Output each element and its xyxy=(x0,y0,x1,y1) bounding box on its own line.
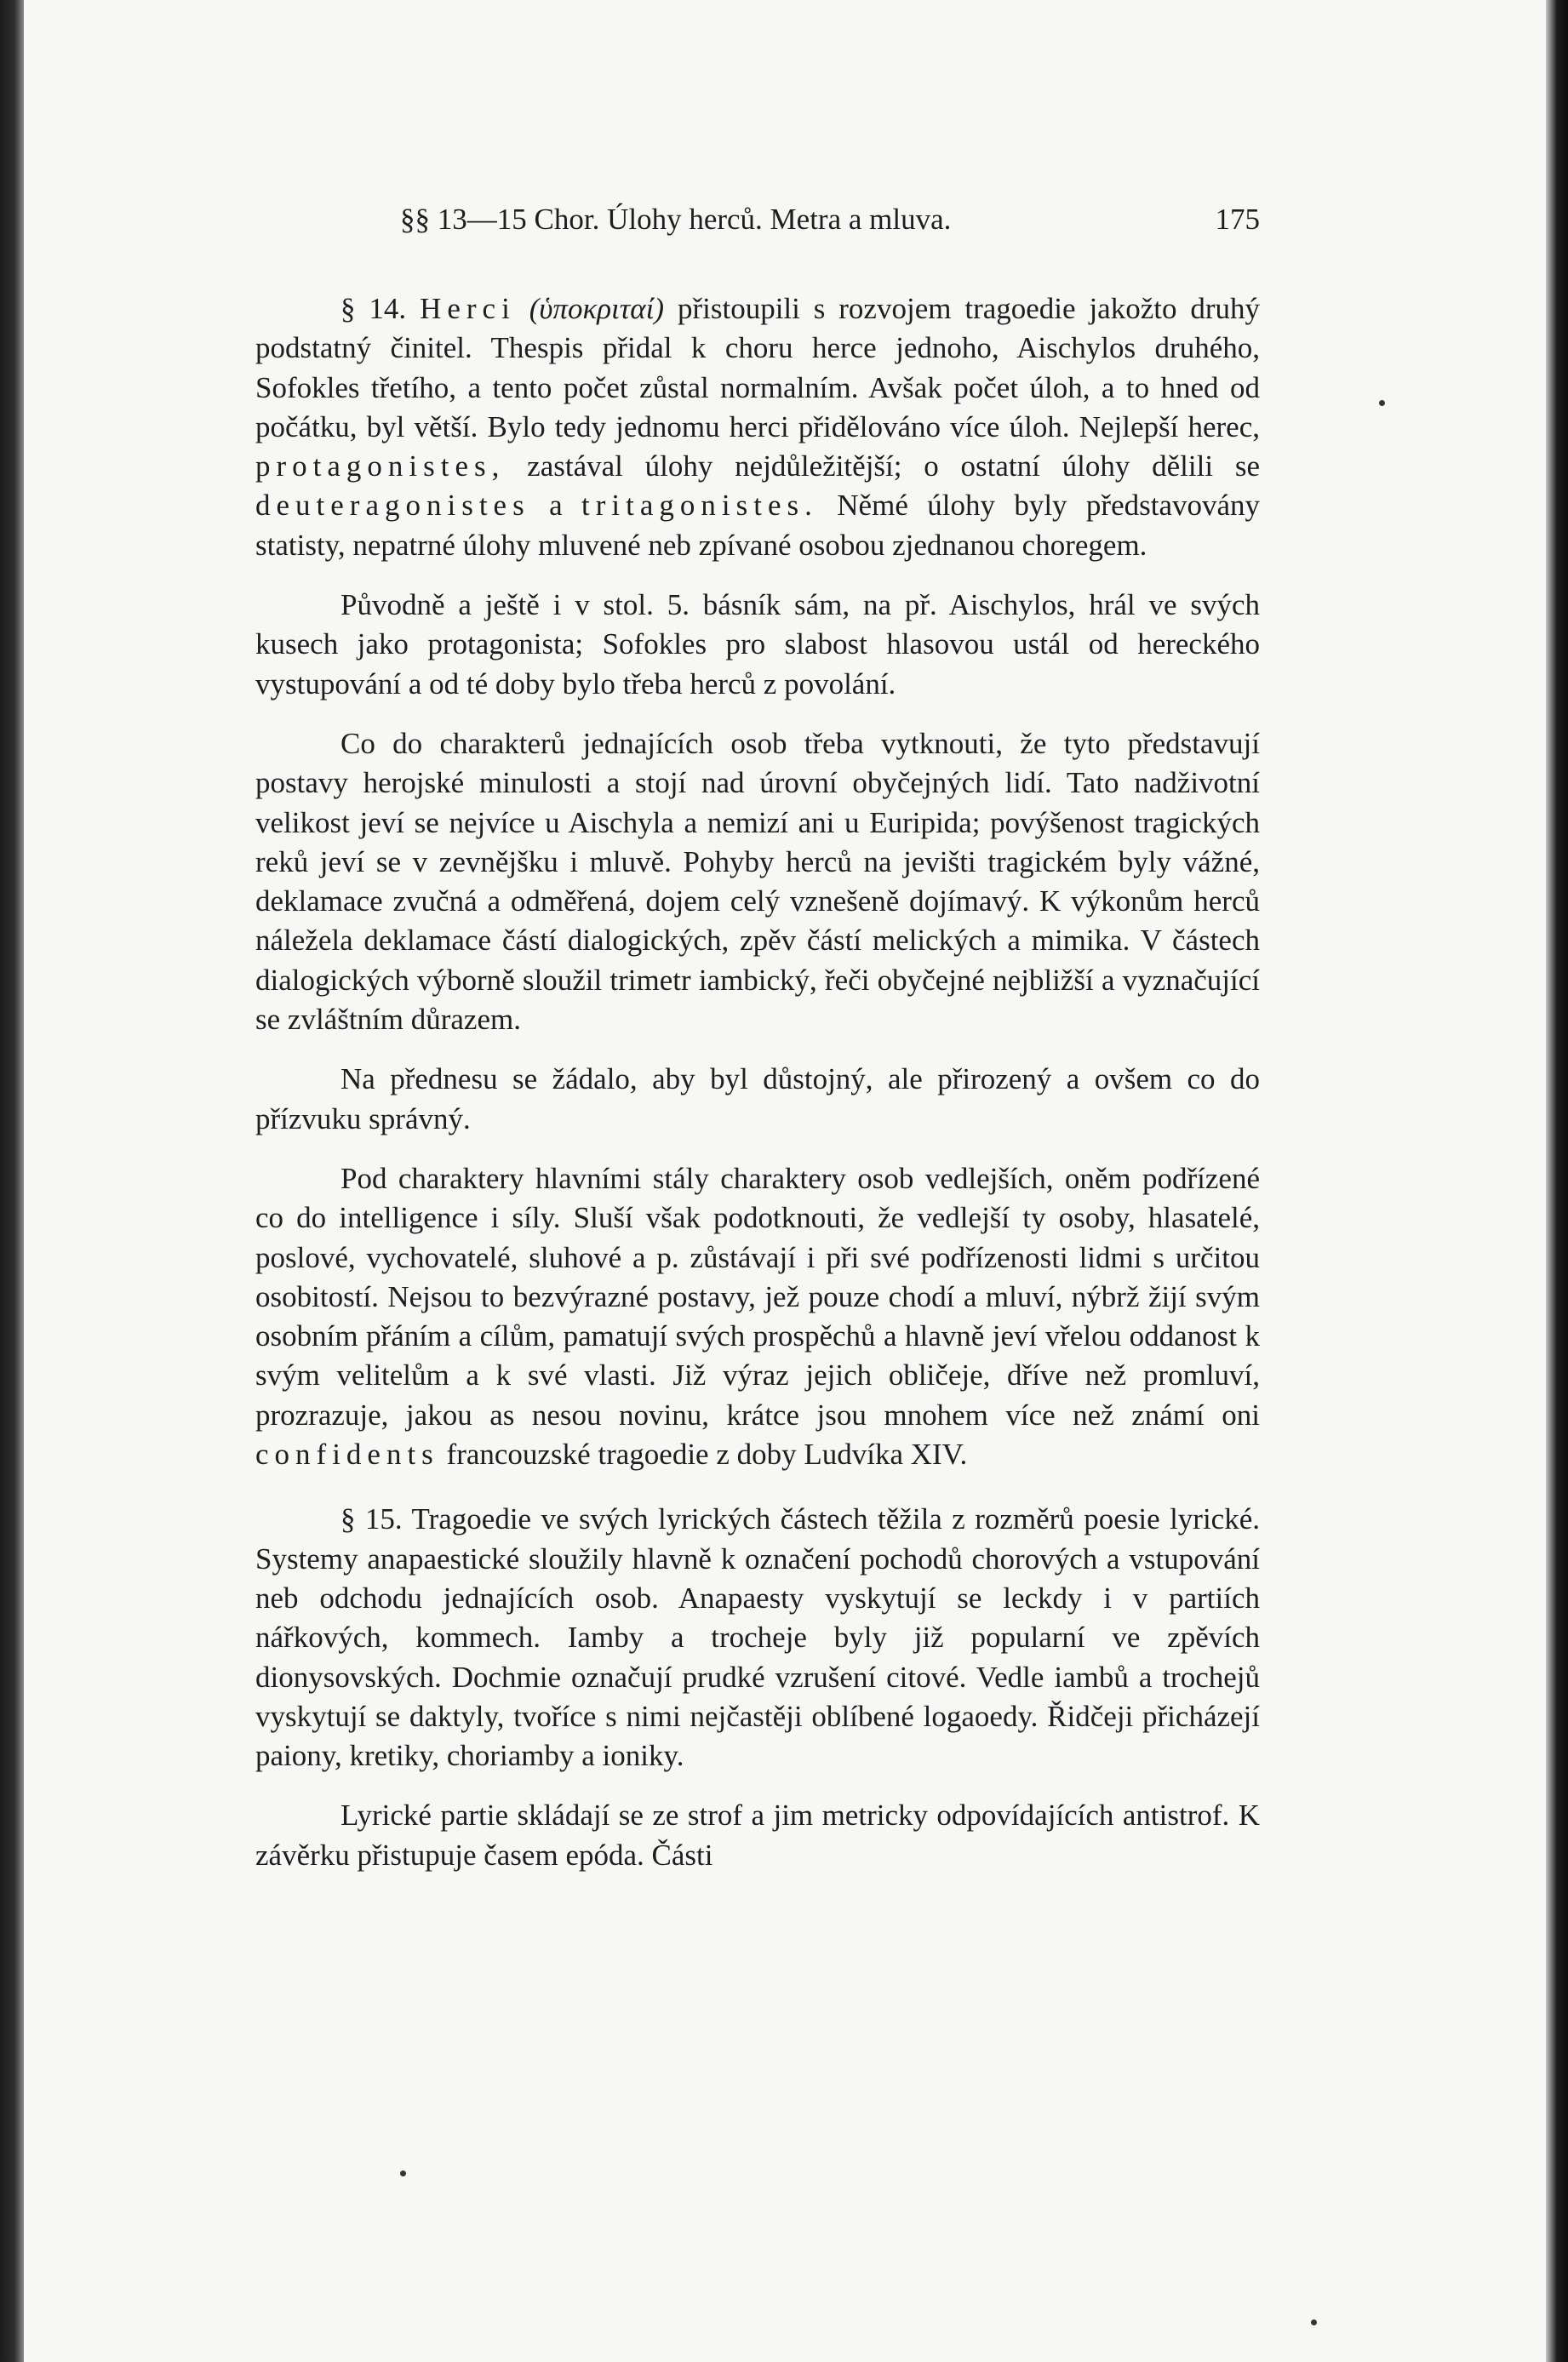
greek-term: (ὑποκριταί) xyxy=(529,292,665,325)
paragraph-prednes: Na přednesu se žádalo, aby byl důstojný, ale přirozený a ovšem co do přízvuku správný. xyxy=(255,1062,1260,1135)
scan-speck xyxy=(400,2170,406,2176)
spaced-term-herci: Herci xyxy=(420,292,516,325)
paragraph-puvodne: Původně a ještě i v stol. 5. básník sám, na př. Aischylos, hrál ve svých kusech jako protagonista; Sofokles pro slabost hlasovou ustál od hereckého vystupování a od té doby bylo třeba herců z povolání. xyxy=(255,588,1260,701)
spaced-term-tritagonistes: tritagonistes. xyxy=(581,489,818,523)
section-mark: § 14. xyxy=(340,292,407,325)
paragraph-text: přistoupili s rozvojem tragoedie jakožto druhý podstatný činitel. Thespis přidal k choru herce jednoho, Aischylos druhého, Sofokles třetího, a tento počet zůstal normalním. Avšak počet úloh, a to hned od počátku, byl větší. Bylo tedy jednomu herci přidělováno více úloh. Nejlepší herec, xyxy=(255,292,1261,443)
paragraph-15: § 15. Tragoedie ve svých lyrických částech těžila z rozměrů poesie lyrické. Systemy anapaestické sloužily hlavně k označení pochodů chorových a vstupování neb odchodu jednajících osob. Anapaesty vyskytují se leckdy i v partiích nářkových, kommech. Iamby a trocheje byly již popularní ve zpěvích dionysovských. Dochmie označují prudké vzrušení citové. Vedle iambů a trochejů vyskytují se daktyly, tvoříce s nimi nejčastěji oblíbené logaoedy. Řidčeji přicházejí paiony, kretiky, choriamby a ioniky. xyxy=(255,1502,1260,1773)
running-head-title: §§ 13—15 Chor. Úlohy herců. Metra a mluva. xyxy=(400,203,952,236)
page-number: 175 xyxy=(1215,203,1260,236)
body-text xyxy=(255,289,1260,1875)
book-spine-shadow xyxy=(0,0,24,2362)
paragraph-14 xyxy=(255,289,1260,565)
paragraph-text: Němé úlohy byly představovány statisty, nepatrné úlohy mluvené neb zpívané osobou zjednanou choregem. xyxy=(255,489,1261,562)
paragraph-text: zastával úlohy nejdůležitější; o ostatní úlohy dělili se xyxy=(527,449,1260,483)
scan-speck xyxy=(1311,2319,1317,2325)
paragraph-text: francouzské tragoedie z doby Ludvíka XIV. xyxy=(446,1438,968,1472)
paragraph-text: Pod charaktery hlavními stály charaktery osob vedlejších, oněm podřízené co do intelligence i síly. Sluší však podotknouti, že vedlejší ty osoby, hlasatelé, poslové, vychovatelé, sluhové a p. zůstávají i při své podřízenosti lidmi s určitou osobitostí. Nejsou to bezvýrazné postavy, jež pouze chodí a mluví, nýbrž žijí svým osobním přáním a cílům, pamatují svých prospěchů a hlavně jeví vřelou oddanost k svým velitelům a k své vlasti. Již výraz jejich obličeje, dříve než promluví, prozrazuje, jakou as nesou novinu, krátce jsou mnohem více než známí oni xyxy=(255,1161,1260,1432)
paragraph-lyricke-partie: Lyrické partie skládají se ze strof a jim metricky odpovídajících antistrof. K závěrku přistupuje časem epóda. Části xyxy=(255,1799,1260,1872)
paragraph-charaktery: Co do charakterů jednajících osob třeba vytknouti, že tyto představují postavy herojské minulosti a stojí nad úrovní obyčejných lidí. Tato nadživotní velikost jeví se nejvíce u Aischyla a nemizí ani u Euripida; povýšenost tragických reků jeví se v zevnějšku i mluvě. Pohyby herců na jevišti tragickém byly vážné, deklamace zvučná a odměřená, dojem celý vznešeně dojímavý. K výkonům herců náležela deklamace částí dialogických, zpěv částí melických a mimika. V částech dialogických výborně sloužil trimetr iambický, řeči obyčejné nejbližší a vyznačující se zvláštním důrazem. xyxy=(255,726,1260,1037)
paragraph-text: a xyxy=(549,489,563,523)
scan-speck xyxy=(1379,400,1385,406)
spaced-term-protagonistes: protagonistes, xyxy=(255,449,506,483)
paragraph-vedlejsi-osoby xyxy=(255,1159,1260,1474)
spaced-term-confidents: confidents xyxy=(255,1438,439,1472)
page-edge-shadow xyxy=(1546,0,1568,2362)
spaced-term-deuteragonistes: deuteragonistes xyxy=(255,489,530,523)
